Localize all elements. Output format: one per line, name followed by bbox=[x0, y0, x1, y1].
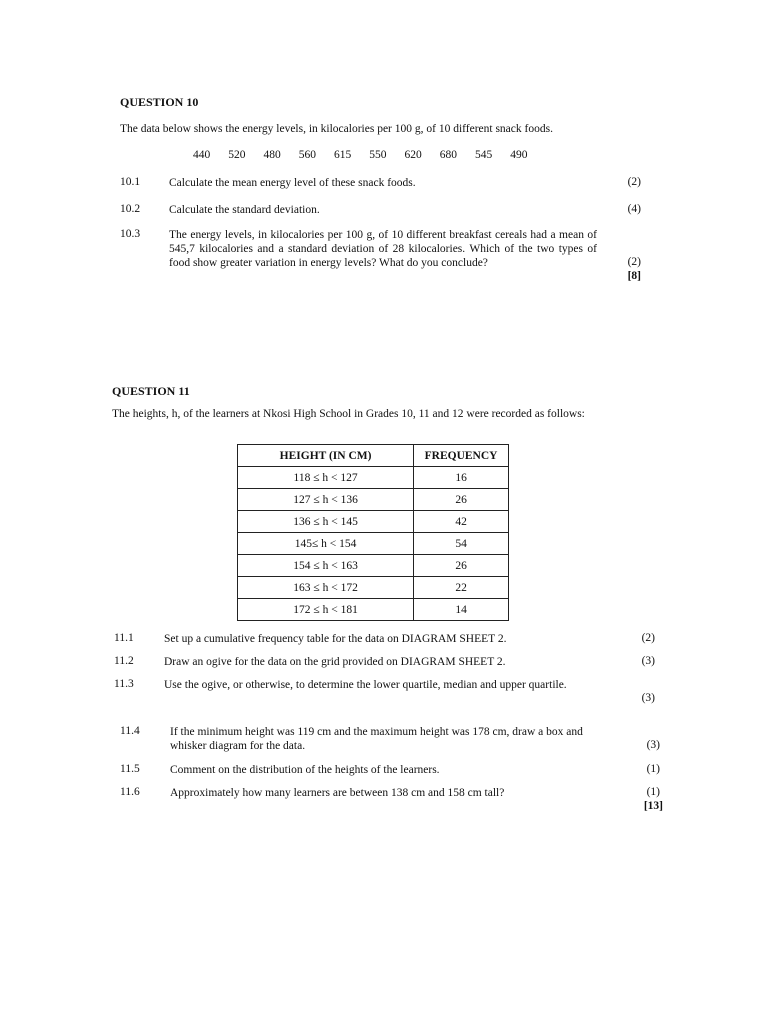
height-interval: 163 ≤ h < 172 bbox=[238, 577, 414, 599]
data-value: 545 bbox=[475, 149, 493, 161]
table-row bbox=[238, 599, 509, 621]
column-header-frequency: FREQUENCY bbox=[414, 445, 509, 467]
frequency-value: 16 bbox=[414, 467, 509, 489]
item-mark: (3) bbox=[641, 655, 655, 667]
height-interval: 145≤ h < 154 bbox=[238, 533, 414, 555]
data-value: 560 bbox=[298, 149, 316, 161]
item-number: 11.2 bbox=[114, 655, 134, 667]
table-row bbox=[238, 467, 509, 489]
height-interval: 136 ≤ h < 145 bbox=[238, 511, 414, 533]
data-value: 680 bbox=[439, 149, 457, 161]
data-value: 520 bbox=[228, 149, 246, 161]
snack-energy-data bbox=[193, 149, 546, 161]
table-header-row bbox=[238, 445, 509, 467]
height-interval: 127 ≤ h < 136 bbox=[238, 489, 414, 511]
frequency-value: 26 bbox=[414, 555, 509, 577]
item-text: Calculate the mean energy level of these snack foods. bbox=[169, 177, 416, 189]
column-header-height: HEIGHT (IN CM) bbox=[238, 445, 414, 467]
question-11-title: QUESTION 11 bbox=[112, 384, 190, 398]
item-number: 11.3 bbox=[114, 678, 134, 690]
frequency-value: 14 bbox=[414, 599, 509, 621]
item-text: The energy levels, in kilocalories per 100 g, of 10 different breakfast cereals had a mean of 545,7 kilocalories and a standard deviation of 28 kilocalories. Which of the two types of food show greater variation in energy levels? What do you conclude? bbox=[169, 229, 597, 269]
data-value: 615 bbox=[334, 149, 352, 161]
item-mark: (3) bbox=[646, 739, 660, 751]
frequency-value: 26 bbox=[414, 489, 509, 511]
item-mark: (1) bbox=[646, 763, 660, 775]
item-number: 11.4 bbox=[120, 725, 140, 737]
frequency-value: 54 bbox=[414, 533, 509, 555]
table-row bbox=[238, 511, 509, 533]
item-text: Draw an ogive for the data on the grid provided on DIAGRAM SHEET 2. bbox=[164, 656, 506, 668]
item-text: Set up a cumulative frequency table for the data on DIAGRAM SHEET 2. bbox=[164, 633, 507, 645]
item-number: 11.1 bbox=[114, 632, 134, 644]
table-row bbox=[238, 489, 509, 511]
item-mark: (2) bbox=[641, 632, 655, 644]
item-text: Approximately how many learners are between 138 cm and 158 cm tall? bbox=[170, 787, 505, 799]
item-text: Comment on the distribution of the heights of the learners. bbox=[170, 764, 440, 776]
item-number: 10.2 bbox=[120, 203, 141, 215]
table-row bbox=[238, 533, 509, 555]
item-number: 11.5 bbox=[120, 763, 140, 775]
data-value: 440 bbox=[193, 149, 211, 161]
item-mark: (4) bbox=[627, 203, 641, 215]
item-mark: (2) bbox=[627, 256, 641, 268]
height-interval: 118 ≤ h < 127 bbox=[238, 467, 414, 489]
height-interval: 172 ≤ h < 181 bbox=[238, 599, 414, 621]
frequency-value: 22 bbox=[414, 577, 509, 599]
question-10-title: QUESTION 10 bbox=[120, 95, 199, 109]
height-interval: 154 ≤ h < 163 bbox=[238, 555, 414, 577]
item-number: 10.3 bbox=[120, 228, 141, 240]
question-11-total: [13] bbox=[643, 800, 663, 812]
data-value: 620 bbox=[404, 149, 422, 161]
item-text: Use the ogive, or otherwise, to determine the lower quartile, median and upper quartile. bbox=[164, 679, 567, 691]
question-10-intro: The data below shows the energy levels, in kilocalories per 100 g, of 10 different snack foods. bbox=[120, 123, 553, 135]
question-10-total: [8] bbox=[627, 270, 641, 282]
data-value: 490 bbox=[510, 149, 528, 161]
item-number: 11.6 bbox=[120, 786, 140, 798]
frequency-value: 42 bbox=[414, 511, 509, 533]
item-mark: (3) bbox=[641, 692, 655, 704]
item-mark: (1) bbox=[646, 786, 660, 798]
height-frequency-table bbox=[237, 444, 509, 621]
data-value: 550 bbox=[369, 149, 387, 161]
item-mark: (2) bbox=[627, 176, 641, 188]
item-text: If the minimum height was 119 cm and the maximum height was 178 cm, draw a box and whisker diagram for the data. bbox=[170, 726, 583, 752]
item-text: Calculate the standard deviation. bbox=[169, 204, 320, 216]
question-11-intro: The heights, h, of the learners at Nkosi High School in Grades 10, 11 and 12 were recorded as follows: bbox=[112, 408, 585, 420]
item-number: 10.1 bbox=[120, 176, 141, 188]
data-value: 480 bbox=[263, 149, 281, 161]
table-row bbox=[238, 555, 509, 577]
table-row bbox=[238, 577, 509, 599]
